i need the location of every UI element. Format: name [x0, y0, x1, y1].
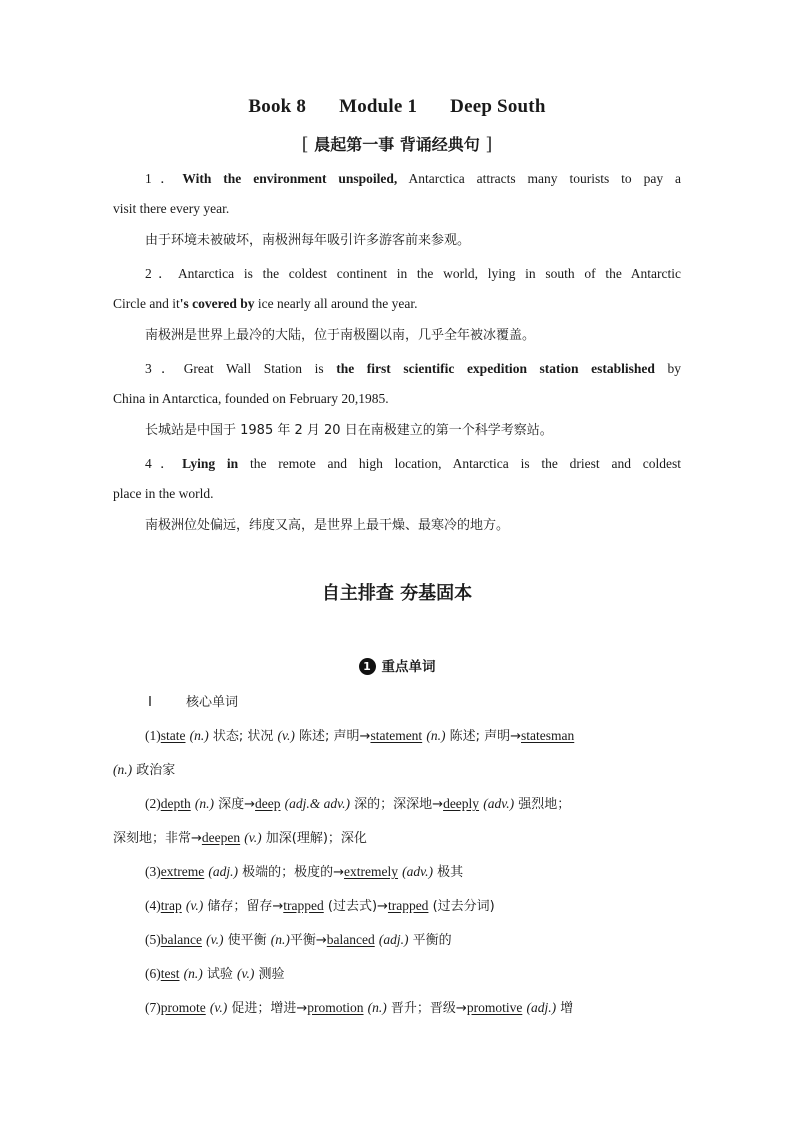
- sentence-4-line-1: 4．Lying in the remote and high location, Antarctica is the driest and coldest: [145, 456, 681, 471]
- sentence-3-line-1: 3．Great Wall Station is the first scientific expedition station established by: [145, 361, 681, 376]
- sentence-4-translation: 南极洲位处偏远，纬度又高，是世界上最干燥、最寒冷的地方。: [145, 518, 510, 533]
- sentence-3-line-2: China in Antarctica, founded on February 20,1985.: [113, 391, 389, 406]
- vocab-item-3: (3)extreme (adj.) 极端的；极度的→extremely (adv.) 极其: [145, 864, 464, 880]
- vocab-item-6: (6)test (n.) 试验 (v.) 测验: [145, 966, 285, 982]
- vocab-item-7: (7)promote (v.) 促进；增进→promotion (n.) 晋升；晋级→promotive (adj.) 增: [145, 1000, 574, 1016]
- vocab-item-2-line-1: (2)depth (n.) 深度→deep (adj.& adv.) 深的；深深地→deeply (adv.) 强烈地；: [145, 796, 571, 812]
- vocab-item-5: (5)balance (v.) 使平衡 (n.)平衡→balanced (adj.) 平衡的: [145, 932, 452, 948]
- sentence-1-translation: 由于环境未被破坏，南极洲每年吸引许多游客前来参观。: [145, 233, 471, 248]
- subsection-title: 重点单词: [381, 659, 436, 675]
- vocab-item-1-line-1: (1)state (n.) 状态; 状况 (v.) 陈述; 声明→statement (n.) 陈述; 声明→statesman: [145, 728, 575, 744]
- sentence-4-line-2: place in the world.: [113, 486, 214, 501]
- sentence-2-line-2: Circle and it's covered by ice nearly all around the year.: [113, 296, 418, 311]
- sentence-1-line-2: visit there every year.: [113, 201, 230, 216]
- page-title: [0, 96, 794, 118]
- sentence-1-line-1: 1．With the environment unspoiled, Antarctica attracts many tourists to pay a: [145, 171, 681, 186]
- part-heading: Ⅰ 核心单词: [148, 694, 238, 710]
- vocab-item-1-line-2: (n.) 政治家: [113, 762, 176, 778]
- sentence-3-translation: 长城站是中国于 1985 年 2 月 20 日在南极建立的第一个科学考察站。: [145, 423, 553, 438]
- subsection-heading: [0, 655, 794, 675]
- topic-label: Deep South: [450, 96, 546, 117]
- banner-text: 晨起第一事 背诵经典句: [314, 135, 480, 154]
- section-banner: [ 晨起第一事 背诵经典句 ]: [301, 134, 493, 155]
- section-heading: 自主排查 夯基固本: [321, 583, 473, 604]
- circled-number-icon: 1: [359, 658, 376, 675]
- module-label: Module 1: [339, 96, 418, 117]
- book-label: Book 8: [248, 96, 307, 117]
- sentence-2-translation: 南极洲是世界上最冷的大陆，位于南极圈以南，几乎全年被冰覆盖。: [145, 328, 536, 343]
- vocab-item-4: (4)trap (v.) 储存；留存→trapped (过去式)→trapped (过去分词): [145, 898, 495, 914]
- vocab-item-2-line-2: 深刻地；非常→deepen (v.) 加深(理解)；深化: [113, 830, 367, 846]
- sentence-2-line-1: 2．Antarctica is the coldest continent in the world, lying in south of the Antarctic: [145, 266, 682, 281]
